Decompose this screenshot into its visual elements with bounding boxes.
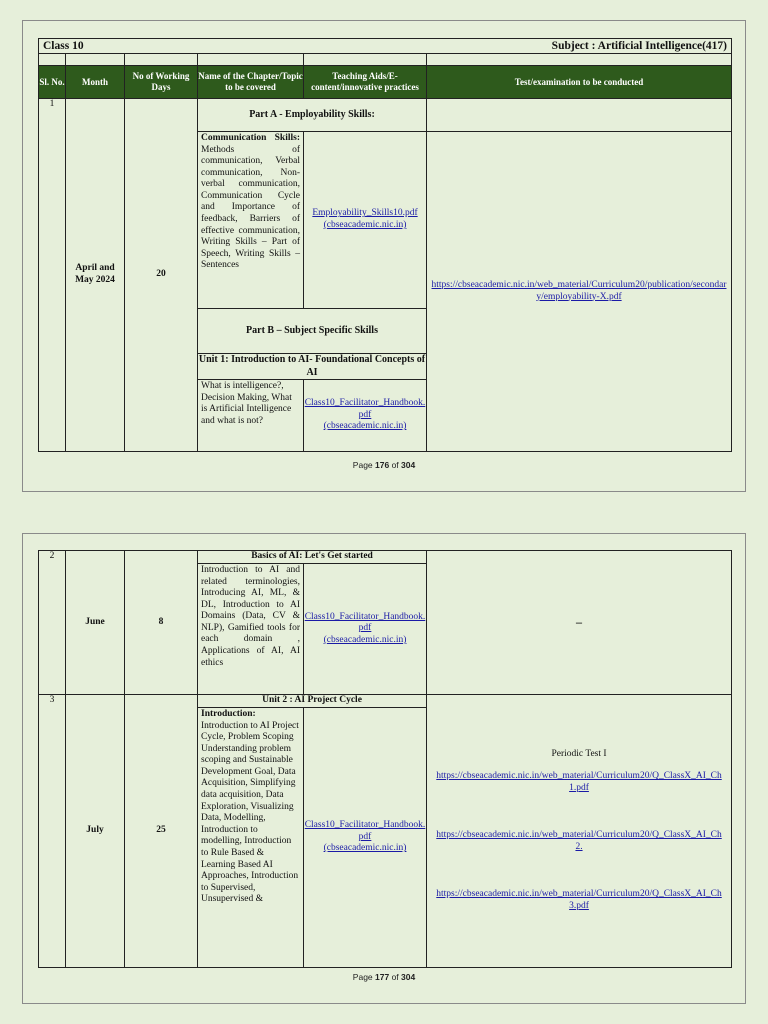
row3-sl-no: 3: [39, 695, 66, 968]
basics-of-ai-topic: Introduction to AI and related terminologies, Introducing AI, ML, & DL, Introduction to AI Domains (Data, CV & NLP), Gamified tools for each domain , Applications of AI, AI ethics: [198, 564, 304, 695]
row3-month: July: [66, 695, 125, 968]
test-link-ch2[interactable]: https://cbseacademic.nic.in/web_material/Curriculum20/Q_ClassX_AI_Ch2.: [436, 830, 722, 852]
syllabus-table-page-176: [38, 38, 732, 452]
handbook-pdf-link-3[interactable]: Class10_Facilitator_Handbook.pdf: [304, 820, 426, 842]
basics-of-ai-heading: Basics of AI: Let's Get started: [198, 551, 427, 564]
part-a-heading: Part A - Employability Skills:: [198, 99, 427, 132]
document-page-176: [22, 20, 746, 492]
ai-project-cycle-text: Introduction to AI Project Cycle, Problem Scoping Understanding problem scoping and Sustainable Development Goal, Data Acquisition, Simplifying data acquisition, Data Exploration, Visualizing Data, Modelling, Introduction to modelling, Introduction to Rule Based & Learning Based AI Approaches, Introduction to Supervised, Unsupervised &: [201, 720, 299, 905]
header-month: Month: [66, 66, 125, 99]
periodic-test-label: Periodic Test I: [551, 749, 607, 760]
spacer-row: [39, 54, 732, 66]
row1-test-cell[interactable]: [427, 132, 732, 452]
employability-test-link[interactable]: https://cbseacademic.nic.in/web_material/Curriculum20/publication/secondary/employability-X.pdf: [431, 279, 727, 302]
header-test: Test/examination to be conducted: [427, 66, 732, 99]
page-number-177: Page 177 of 304: [352, 972, 416, 982]
title-bar: [39, 39, 732, 54]
handbook-pdf-source-3[interactable]: (cbseacademic.nic.in): [323, 843, 407, 854]
row1-working-days: 20: [125, 99, 198, 452]
table-row: [39, 99, 732, 132]
unit2-heading: Unit 2 : AI Project Cycle: [198, 695, 427, 708]
part-b-heading: Part B – Subject Specific Skills: [198, 309, 427, 354]
communication-skills-title: Communication Skills:: [201, 133, 300, 144]
test-link-ch3[interactable]: https://cbseacademic.nic.in/web_material/Curriculum20/Q_ClassX_AI_Ch3.pdf: [436, 889, 722, 911]
row2-sl-no: 2: [39, 551, 66, 695]
row3-test-cell[interactable]: [427, 695, 732, 968]
ai-project-cycle-topic: [198, 708, 304, 968]
row1-sl-no: 1: [39, 99, 66, 452]
employability-pdf-source[interactable]: (cbseacademic.nic.in): [323, 220, 407, 231]
table-row: [39, 551, 732, 564]
row2-month: June: [66, 551, 125, 695]
document-page-177: [22, 533, 746, 1004]
syllabus-table-page-177: [38, 550, 732, 968]
class-label: Class 10: [43, 40, 84, 52]
communication-skills-text: Methods of communication, Verbal communication, Non-verbal communication, Communication Cycle and Importance of feedback, Barriers of effective communication, Writing Skills – Part of Speech, Writing Skills – Sentences: [201, 144, 300, 271]
handbook-pdf-source-2[interactable]: (cbseacademic.nic.in): [323, 634, 407, 645]
header-teaching-aids: Teaching Aids/E-content/innovative practices: [304, 66, 427, 99]
handbook-aid-2[interactable]: [304, 564, 427, 695]
handbook-aid-1[interactable]: [304, 380, 427, 452]
employability-pdf-link[interactable]: Employability_Skills10.pdf: [312, 208, 418, 219]
row2-test: –: [427, 551, 732, 695]
table-row: [39, 695, 732, 708]
unit1-heading: Unit 1: Introduction to AI- Foundational Concepts of AI: [198, 354, 426, 378]
employability-aid[interactable]: [304, 132, 427, 309]
handbook-aid-3[interactable]: [304, 708, 427, 968]
row2-working-days: 8: [125, 551, 198, 695]
handbook-pdf-source[interactable]: (cbseacademic.nic.in): [323, 421, 407, 432]
communication-skills-topic: [198, 132, 304, 309]
header-chapter-topic: Name of the Chapter/Topic to be covered: [198, 66, 304, 99]
handbook-pdf-link[interactable]: Class10_Facilitator_Handbook.pdf: [304, 398, 426, 420]
header-working-days: No of Working Days: [125, 66, 198, 99]
row3-working-days: 25: [125, 695, 198, 968]
header-sl-no: Sl. No.: [39, 66, 66, 99]
introduction-title: Introduction:: [201, 709, 256, 719]
unit1-topic: What is intelligence?, Decision Making, What is Artificial Intelligence and what is not?: [198, 380, 304, 452]
page-number-176: Page 176 of 304: [352, 460, 416, 470]
test-link-ch1[interactable]: https://cbseacademic.nic.in/web_material/Curriculum20/Q_ClassX_AI_Ch1.pdf: [436, 771, 722, 793]
table-header-row: [39, 66, 732, 99]
row1-test-empty: [427, 99, 732, 132]
row1-month: April and May 2024: [66, 99, 125, 452]
handbook-pdf-link-2[interactable]: Class10_Facilitator_Handbook.pdf: [304, 611, 426, 634]
subject-label: Subject : Artificial Intelligence(417): [551, 40, 728, 52]
